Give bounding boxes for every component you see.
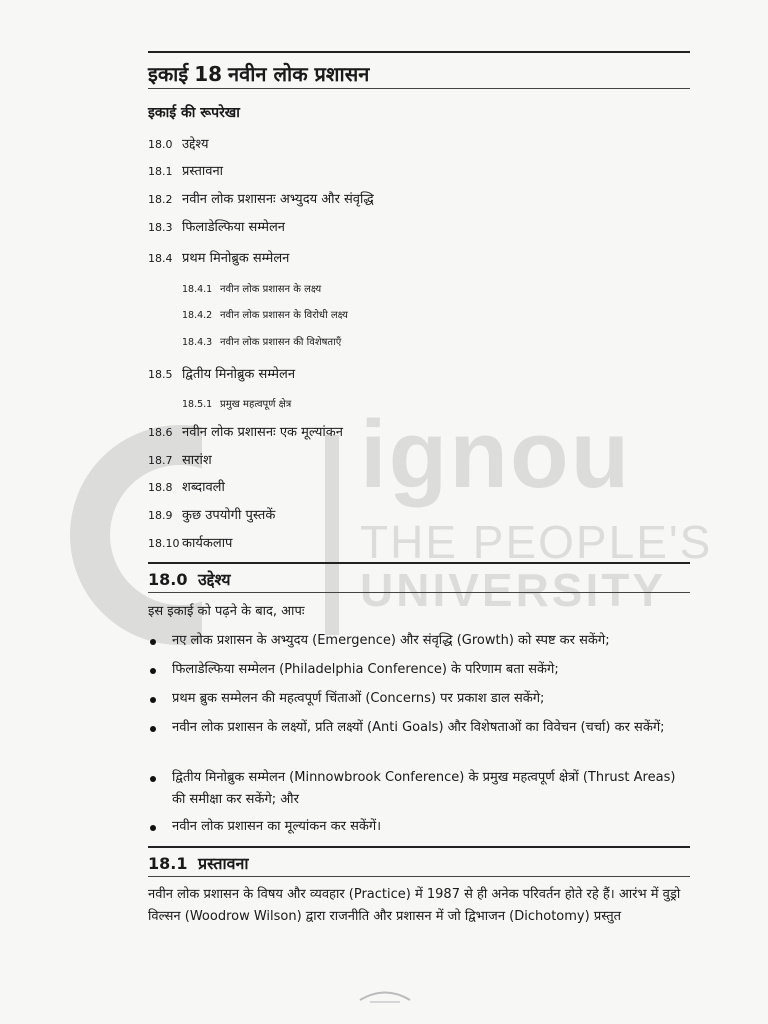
section-1-paragraph: नवीन लोक प्रशासन के विषय और व्यवहार (Practice) में 1987 से ही अनेक परिवर्तन होते रहे हैं। आरंभ में वुड्रो विल्सन (Woodrow Wilson) द्वारा राजनीति और प्रशासन में जो द्विभाजन (Dichotomy) प्रस्तुत bbox=[148, 887, 681, 924]
bullet-icon bbox=[150, 668, 156, 674]
unit-title bbox=[148, 60, 369, 87]
toc-item: 18.3 फिलाडेल्फिया सम्मेलन bbox=[148, 220, 286, 235]
section-0-bottom-rule bbox=[148, 592, 690, 593]
title-top-rule bbox=[148, 51, 690, 53]
toc-item: 18.10 कार्यकलाप bbox=[148, 536, 233, 551]
section-0-intro: इस इकाई को पढ़ने के बाद, आपः bbox=[148, 604, 305, 619]
toc-item: 18.6 नवीन लोक प्रशासनः एक मूल्यांकन bbox=[148, 425, 343, 440]
section-1-top-rule bbox=[148, 846, 690, 848]
watermark-line-2: UNIVERSITY bbox=[360, 564, 667, 616]
toc-item: 18.9 कुछ उपयोगी पुस्तकें bbox=[148, 508, 276, 523]
section-1-heading bbox=[148, 852, 249, 874]
unit-title-number: 18 bbox=[194, 62, 223, 86]
section-1-bottom-rule bbox=[148, 876, 690, 877]
section-0-top-rule bbox=[148, 562, 690, 564]
toc-item: 18.5 द्वितीय मिनोब्रुक सम्मेलन bbox=[148, 367, 296, 382]
toc-subitem: 18.4.2 नवीन लोक प्रशासन के विरोधी लक्ष्य bbox=[182, 310, 348, 321]
bullet-icon bbox=[150, 726, 156, 732]
toc-subitem: 18.5.1 प्रमुख महत्वपूर्ण क्षेत्र bbox=[182, 399, 292, 410]
unit-title-name: नवीन लोक प्रशासन bbox=[228, 62, 370, 86]
outline-heading: इकाई की रूपरेखा bbox=[148, 105, 240, 121]
toc-item: 18.2 नवीन लोक प्रशासनः अभ्युदय और संवृद्धि bbox=[148, 192, 374, 207]
section-0-heading bbox=[148, 568, 231, 590]
bullet-icon bbox=[150, 825, 156, 831]
toc-item: 18.4 प्रथम मिनोब्रुक सम्मेलन bbox=[148, 251, 290, 266]
section-0-number: 18.0 bbox=[148, 570, 188, 589]
document-page: ignou THE PEOPLE'S UNIVERSITY इकाई 18 नवीन लोक प्रशासन इकाई की रूपरेखा 18.0 उद्देश्य 18.1 प्रस्तावना 18.2 नवीन लोक प्रशासनः अभ्युदय और संवृद्धि 18.3 फिलाडेल्फिया सम्मेलन 18.4 प्रथम मिनोब्रुक सम्मेलन 18.4.1 नवीन लोक प्रशासन के लक्ष्य 18.4.2 नवीन लोक प्रशासन के विरोधी लक्ष्य 18.4.3 नवीन लोक प्रशासन की विशेषताएँ 18.5 द्वितीय मिनोब्रुक सम्मेलन 18.5.1 प्रमुख महत्वपूर्ण क्षेत्र 18.6 नवीन लोक प्रशासनः एक मूल्यांकन 18.7 सारांश 18.8 शब्दावली 18.9 कुछ उपयोगी पुस्तकें 18.10 कार्यकलाप 18.0 उद्देश्य इस इकाई को पढ़ने के बाद, आपः नए लोक प्रशासन के अभ्युदय (Emergence) और संवृद्धि (Growth) को स्पष्ट कर सकेंगे; फिलाडेल्फिया सम्मेलन (Philadelphia Conference) के परिणाम बता सकेंगे; प्रथम ब्रुक सम्मेलन की महत्वपूर्ण चिंताओं (Concerns) पर प्रकाश डाल सकेंगे; नवीन लोक प्रशासन के लक्ष्यों, प्रति लक्ष्यों (Anti Goals) और विशेषताओं का विवेचन (चर्चा) कर सकेंगें; द्वितीय मिनोब्रुक सम्मेलन (Minnowbrook Conference) के प्रमुख महत्वपूर्ण क्षेत्रों (Thrust Areas) की समीक्षा कर सकेंगे; और नवीन लोक प्रशासन का मूल्यांकन कर सकेंगें। 18.1 प्रस्तावना नवीन लोक प्रशासन के विषय और व्यवहार (Practice) में 1987 से ही अनेक परिवर्तन होते रहे हैं। आरंभ में वुड्रो विल्सन (Woodrow Wilson) द्वारा राजनीति और प्रशासन में जो द्विभाजन (Dichotomy) प्रस्तुत bbox=[0, 0, 768, 1024]
bullet-icon bbox=[150, 639, 156, 645]
section-1-title: प्रस्तावना bbox=[198, 854, 249, 873]
toc-item: 18.1 प्रस्तावना bbox=[148, 164, 224, 179]
section-1-number: 18.1 bbox=[148, 854, 188, 873]
toc-item: 18.7 सारांश bbox=[148, 453, 212, 468]
watermark-word: ignou bbox=[360, 401, 632, 508]
bullet-icon bbox=[150, 697, 156, 703]
bullet-icon bbox=[150, 776, 156, 782]
toc-subitem: 18.4.1 नवीन लोक प्रशासन के लक्ष्य bbox=[182, 284, 322, 295]
binding-mark-icon bbox=[355, 985, 415, 1005]
toc-item: 18.0 उद्देश्य bbox=[148, 137, 209, 152]
toc-item: 18.8 शब्दावली bbox=[148, 480, 225, 495]
watermark-line-1: THE PEOPLE'S bbox=[360, 516, 713, 568]
section-0-title: उद्देश्य bbox=[198, 570, 231, 589]
title-bottom-rule bbox=[148, 88, 690, 89]
unit-title-prefix: इकाई bbox=[148, 62, 189, 86]
toc-subitem: 18.4.3 नवीन लोक प्रशासन की विशेषताएँ bbox=[182, 337, 342, 348]
